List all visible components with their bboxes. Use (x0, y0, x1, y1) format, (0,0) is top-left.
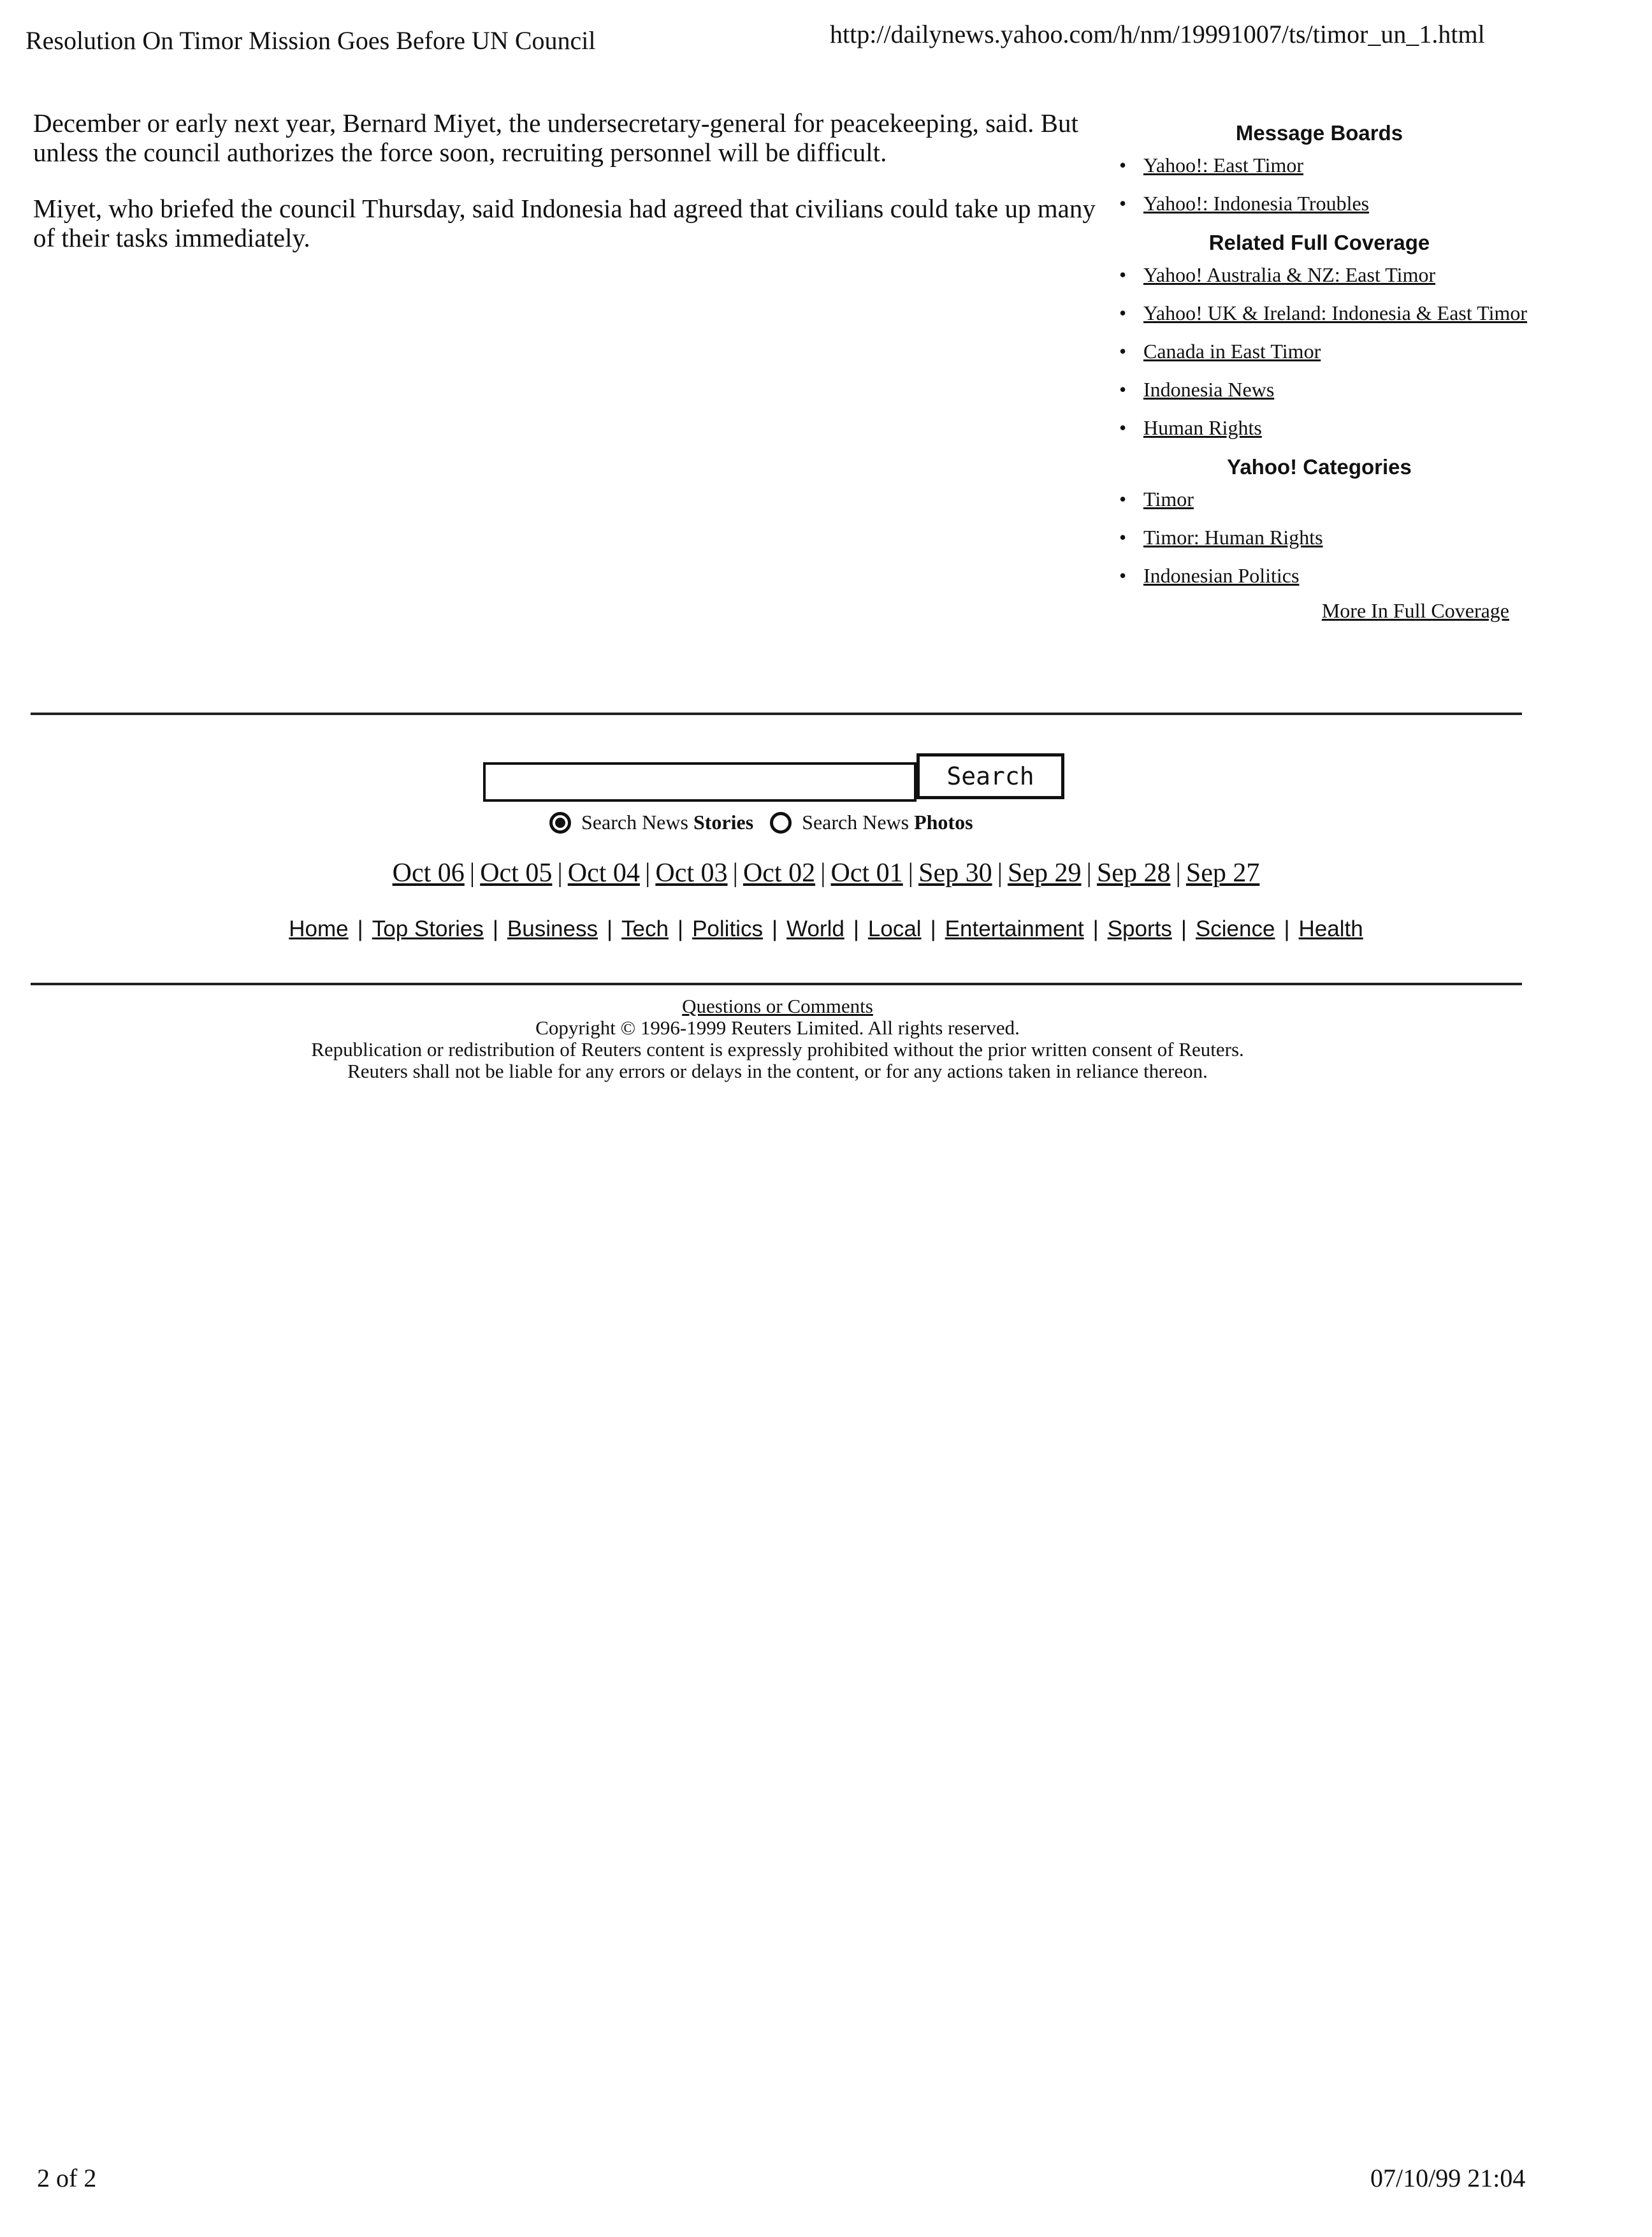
category-link[interactable]: Timor (1143, 488, 1194, 510)
search-options (549, 811, 990, 834)
print-datetime: 07/10/99 21:04 (1370, 2164, 1526, 2192)
list-item (1109, 264, 1530, 286)
liability-text: Reuters shall not be liable for any errors or delays in the content, or for any actions taken in reliance thereon. (347, 1060, 1208, 1082)
bullet-icon: • (1119, 488, 1127, 510)
article-body (33, 108, 1117, 279)
bullet-icon: • (1119, 192, 1127, 215)
print-page-number: 2 of 2 (37, 2164, 97, 2192)
coverage-link[interactable]: Yahoo! Australia & NZ: East Timor (1143, 263, 1436, 286)
category-link[interactable]: Timor: Human Rights (1143, 526, 1323, 549)
list-item (1109, 488, 1530, 510)
radio-photos[interactable] (770, 812, 792, 834)
search-input[interactable] (483, 762, 917, 802)
section-link-business[interactable]: Business (507, 916, 598, 941)
message-boards-list (1109, 154, 1530, 214)
coverage-link[interactable]: Human Rights (1143, 416, 1262, 439)
date-link[interactable]: Sep 30 (918, 858, 992, 888)
date-link[interactable]: Oct 02 (743, 858, 816, 888)
questions-link[interactable]: Questions or Comments (682, 995, 873, 1017)
radio-photos-label: Search News Photos (802, 811, 973, 834)
divider (31, 713, 1522, 715)
bullet-icon: • (1119, 526, 1127, 549)
section-link-entertainment[interactable]: Entertainment (945, 916, 1084, 941)
section-link-local[interactable]: Local (867, 916, 922, 941)
section-link-politics[interactable]: Politics (692, 916, 763, 941)
related-coverage-heading: Related Full Coverage (1208, 231, 1430, 254)
bullet-icon: • (1119, 263, 1127, 286)
list-item (1109, 302, 1530, 324)
list-item (1109, 417, 1530, 438)
section-link-home[interactable]: Home (289, 916, 349, 941)
date-nav: Oct 06 | Oct 05 | Oct 04 | Oct 03 | Oct 02 | Oct 01 | Sep 30 | Sep 29 | Sep 28 | Sep 27 (392, 858, 1260, 888)
bullet-icon: • (1119, 416, 1127, 439)
coverage-link[interactable]: Canada in East Timor (1143, 340, 1321, 363)
section-link-health[interactable]: Health (1298, 916, 1363, 941)
list-item (1109, 192, 1530, 214)
date-link[interactable]: Oct 04 (567, 858, 640, 888)
message-boards-heading: Message Boards (1235, 121, 1403, 145)
categories-heading: Yahoo! Categories (1227, 455, 1412, 479)
more-coverage-link[interactable]: More In Full Coverage (1321, 599, 1509, 622)
bullet-icon: • (1119, 340, 1127, 363)
radio-stories[interactable] (549, 812, 571, 834)
bullet-icon: • (1119, 564, 1127, 587)
section-link-world[interactable]: World (786, 916, 844, 941)
date-link[interactable]: Oct 05 (480, 858, 553, 888)
date-link[interactable]: Oct 01 (830, 858, 903, 888)
categories-list (1109, 488, 1530, 586)
sidebar (1109, 121, 1530, 623)
copyright-text: Copyright © 1996-1999 Reuters Limited. All rights reserved. (535, 1017, 1020, 1039)
date-link[interactable]: Sep 29 (1008, 858, 1082, 888)
date-link[interactable]: Sep 28 (1096, 858, 1171, 888)
divider (31, 983, 1522, 985)
bullet-icon: • (1119, 378, 1127, 401)
coverage-link[interactable]: Yahoo! UK & Ireland: Indonesia & East Timor (1143, 301, 1528, 324)
republication-text: Republication or redistribution of Reuters content is expressly prohibited without the prior written consent of Reuters. (311, 1038, 1244, 1061)
section-nav: Home | Top Stories | Business | Tech | Politics | World | Local | Entertainment | Sports | Science | Health (289, 916, 1363, 941)
print-header-title: Resolution On Timor Mission Goes Before UN Council (25, 26, 596, 55)
message-board-link[interactable]: Yahoo!: Indonesia Troubles (1143, 192, 1370, 215)
list-item (1109, 340, 1530, 362)
footer (0, 995, 1555, 1082)
radio-stories-label: Search News Stories (581, 811, 754, 834)
related-coverage-list (1109, 264, 1530, 438)
search-button[interactable]: Search (917, 753, 1064, 799)
article-paragraph: December or early next year, Bernard Miyet, the undersecretary-general for peacekeeping, said. But unless the council authorizes the force soon, recruiting personnel will be difficult. (33, 108, 1078, 167)
coverage-link[interactable]: Indonesia News (1143, 378, 1275, 401)
date-link[interactable]: Oct 06 (392, 858, 465, 888)
date-link[interactable]: Oct 03 (655, 858, 728, 888)
section-link-top-stories[interactable]: Top Stories (372, 916, 484, 941)
section-link-tech[interactable]: Tech (621, 916, 669, 941)
section-link-science[interactable]: Science (1195, 916, 1275, 941)
list-item (1109, 526, 1530, 548)
category-link[interactable]: Indonesian Politics (1143, 564, 1300, 587)
radio-selected-icon (555, 818, 565, 828)
list-item (1109, 565, 1530, 586)
section-link-sports[interactable]: Sports (1107, 916, 1172, 941)
list-item (1109, 379, 1530, 400)
date-link[interactable]: Sep 27 (1185, 858, 1260, 888)
article-paragraph: Miyet, who briefed the council Thursday, said Indonesia had agreed that civilians could take up many of their tasks immediately. (33, 194, 1096, 252)
message-board-link[interactable]: Yahoo!: East Timor (1143, 154, 1304, 177)
print-header-url: http://dailynews.yahoo.com/h/nm/19991007/ts/timor_un_1.html (830, 20, 1485, 48)
bullet-icon: • (1119, 154, 1127, 177)
list-item (1109, 154, 1530, 176)
bullet-icon: • (1119, 301, 1127, 324)
